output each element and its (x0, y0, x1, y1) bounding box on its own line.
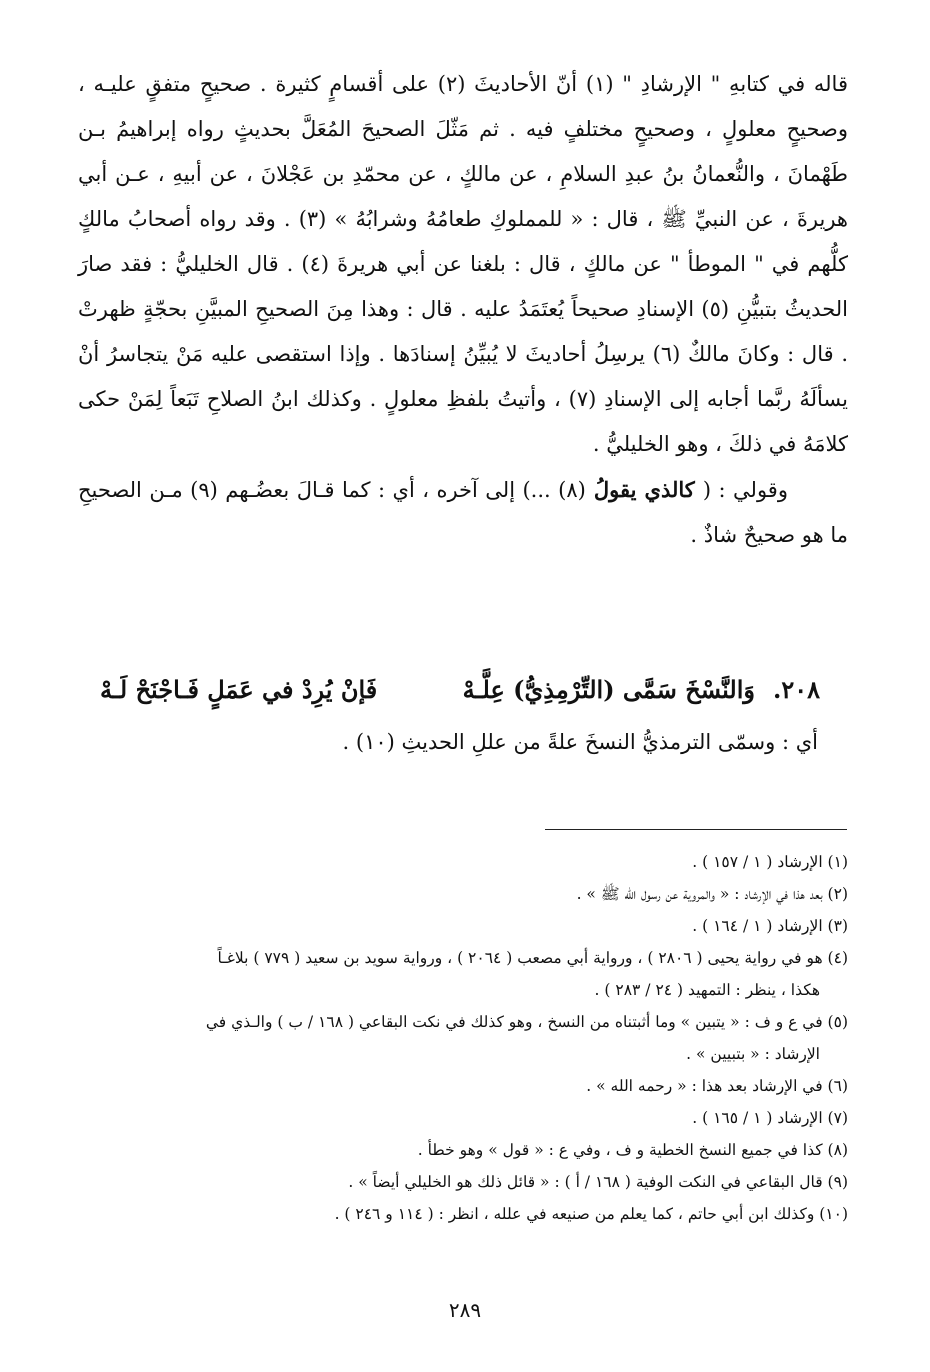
footnote-continuation: الإرشاد : « بتبيين » . (686, 1045, 820, 1063)
footnote: (١٠) وكذلك ابن أبي حاتم ، كما يعلم من صنيعه في علله ، انظر : ( ١١٤ و ٢٤٦ ) . (334, 1205, 848, 1223)
footnote-separator (545, 829, 847, 830)
verse-first-hemistich-group (463, 668, 820, 712)
verse-first-hemistich: وَالنَّسْخَ سَمَّى (التِّرْمِذِيُّ) عِلَّـهْ (462, 675, 755, 704)
footnote: (٤) هو في رواية يحيى ( ٢٨٠٦ ) ، ورواية أبي مصعب ( ٢٠٦٤ ) ، ورواية سويد بن سعيد ( ٧٧٩ ) بلاغـاً (217, 949, 848, 967)
paragraph-2-lead: وقولي : ( (702, 478, 788, 502)
footnotes-block (78, 846, 848, 1230)
main-text-block (78, 62, 848, 558)
paragraph-2-rest: (٨) ...) إلى آخره ، أي : كما قـالَ بعضُـهم (٩) مـن الصحيحِ ما هو صحيحٌ شاذٌ . (78, 478, 848, 547)
footnote: (١) الإرشاد ( ١ / ١٥٧ ) . (692, 853, 848, 871)
verse-number: ٢٠٨. (772, 675, 820, 704)
commentary-paragraph-1: قاله في كتابهِ " الإرشادِ " (١) أنّ الأحاديثَ (٢) على أقسامٍ كثيرة . صحيحٍ متفقٍ عليـه ، وصحيحٍ معلولٍ ، وصحيحٍ مختلفٍ فيه . ثم مَثّلَ الصحيحَ المُعَلَّ بحديثٍ رواه إبراهيمُ بـن طَهْمانَ ، والنُّعمانُ بنُ عبدِ السلامِ ، عن مالكٍ ، عن محمّدِ بن عَجْلانَ ، عن أبيهِ ، عـن أبي هريرةَ ، عن النبيِّ ﷺ ، قال : « للمملوكِ طعامُهُ وشرابُهُ » (٣) . وقد رواه أصحابُ مالكٍ كلُّهم في " الموطأ " عن مالكٍ ، قال : بلغنا عن أبي هريرةَ (٤) . قال الخليليُّ : فقد صارَ الحديثُ بتبيُّنِ (٥) الإسنادِ صحيحاً يُعتَمَدُ عليه . قال : وهذا مِنَ الصحيحِ المبيَّنِ بحجّةٍ ظهرتْ . قال : وكانَ مالكٌ (٦) يرسِلُ أحاديثَ لا يُبيِّنُ إسنادَها . وإذا استقصى عليه مَنْ يتجاسرُ أنْ يسألَهُ ربَّما أجابه إلى الإسنادِ (٧) ، وأتيتُ بلفظِ معلولٍ . وكذلك ابنُ الصلاحِ تَبَعاً لِمَنْ حكى كلامَهُ في ذلكَ ، وهو الخليليُّ . (78, 72, 849, 456)
verse-explanation: أي : وسمّى الترمذيُّ النسخَ علةً من عللِ الحديثِ (١٠) . (342, 730, 818, 754)
footnote-continuation: هكذا ، ينظر : التمهيد ( ٢٤ / ٢٨٣ ) . (594, 981, 820, 999)
quoted-verse-phrase: كالذي يقولُ (585, 477, 703, 502)
footnote: (٩) قال البقاعي في النكت الوفية ( ١٦٨ / أ ) : « قائل ذلك هو الخليلي أيضاً » . (348, 1173, 848, 1191)
verse-line (100, 668, 820, 712)
footnote: (٧) الإرشاد ( ١ / ١٦٥ ) . (692, 1109, 848, 1127)
footnote: (٣) الإرشاد ( ١ / ١٦٤ ) . (692, 917, 848, 935)
footnote: (٦) في الإرشاد بعد هذا : « رحمه الله » . (586, 1077, 848, 1095)
footnote: (٨) كذا في جميع النسخ الخطية و ف ، وفي ع : « قول » وهو خطأ . (417, 1141, 848, 1159)
verse-second-hemistich: فَإنْ يُرِدْ في عَمَلٍ فَـاجْنَحْ لَـهْ (100, 675, 378, 704)
footnote: (٥) في ع و ف : « يتبين » وما أثبتناه من النسخ ، وهو كذلك في نكت البقاعي ( ١٦٨ / ب ) والـذي في (205, 1013, 848, 1031)
commentary-paragraph-2 (78, 467, 848, 558)
footnote: (٢) بعد هذا في الإرشاد : « والمروية عن رسول الله ﷺ » . (576, 885, 848, 903)
page-number: ٢٨٩ (448, 1298, 482, 1322)
